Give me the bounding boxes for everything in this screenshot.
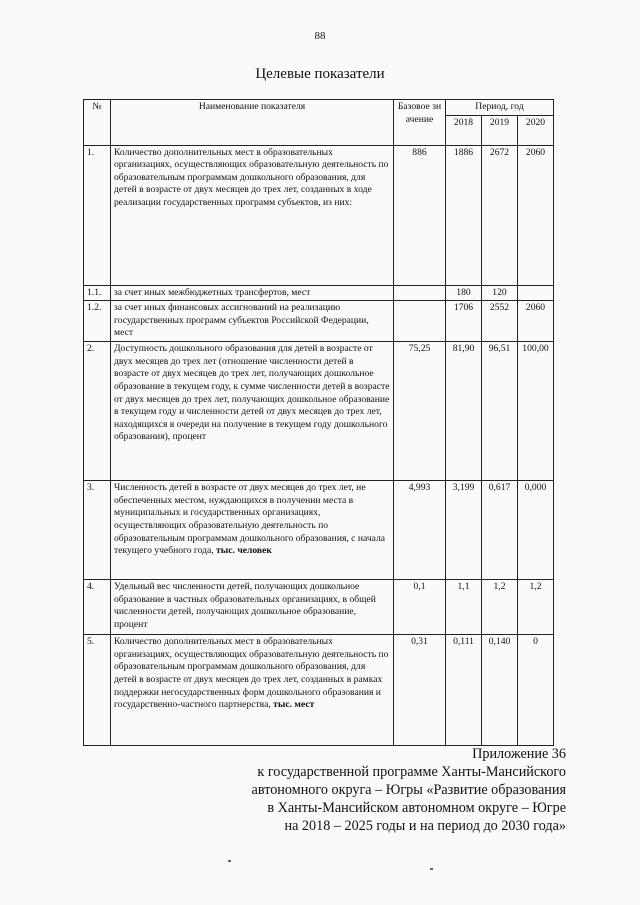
base-value: 886 — [394, 145, 446, 285]
appendix-line: автономного округа – Югры «Развитие образования — [251, 782, 566, 798]
table-row — [84, 635, 554, 746]
value-2020: 0,000 — [518, 481, 554, 580]
value-2018: 180 — [446, 285, 482, 301]
appendix-caption — [252, 745, 566, 835]
row-number: 2. — [84, 342, 111, 481]
appendix-line: в Ханты-Мансийском автономном округе – Югре — [267, 800, 566, 816]
indicator-name: за счет иных межбюджетных трансфертов, мест — [111, 285, 394, 301]
value-2020: 1,2 — [518, 580, 554, 635]
page-title: Целевые показатели — [255, 66, 385, 82]
value-2019: 2552 — [482, 301, 518, 342]
value-2020: 2060 — [518, 301, 554, 342]
row-number: 1. — [84, 145, 111, 285]
indicator-name-text: Количество дополнительных мест в образовательных организациях, осуществляющих образовательную деятельность по образовательным программам дошкольного образования, для детей в возрасте от двух месяцев до трех лет, созданных в рамках поддержки негосударственных форм дошкольного образования и государственно-частного партнерства, — [114, 636, 389, 711]
indicator-name — [111, 481, 394, 580]
row-number: 3. — [84, 481, 111, 580]
scan-speck — [430, 868, 433, 870]
table-row — [84, 580, 554, 635]
row-number: 1.1. — [84, 285, 111, 301]
scan-speck — [228, 860, 231, 862]
value-2018: 1886 — [446, 145, 482, 285]
target-indicators-table — [83, 99, 554, 746]
indicator-name: Доступность дошкольного образования для детей в возрасте от двух месяцев до трех лет (отношение численности детей в возрасте от двух месяцев до трех лет, получающих дошкольное образование в текущем году, к сумме численности детей в возрасте от двух месяцев до трех лет, получающих дошкольное образование в текущем году и численности детей от двух месяцев до трех лет, находящихся в очереди на получение в текущем году дошкольного образования), процент — [111, 342, 394, 481]
header-base-value: Базовое значение — [394, 100, 446, 146]
value-2019: 96,51 — [482, 342, 518, 481]
indicator-name — [111, 635, 394, 746]
value-2018: 0,111 — [446, 635, 482, 746]
table-row — [84, 342, 554, 481]
base-value: 75,25 — [394, 342, 446, 481]
header-indicator-name: Наименование показателя — [111, 100, 394, 146]
value-2020: 0 — [518, 635, 554, 746]
base-value — [394, 301, 446, 342]
value-2019: 1,2 — [482, 580, 518, 635]
value-2020 — [518, 285, 554, 301]
value-2018: 1,1 — [446, 580, 482, 635]
row-number: 5. — [84, 635, 111, 746]
base-value: 0,1 — [394, 580, 446, 635]
header-year-2019: 2019 — [482, 115, 518, 145]
table-row — [84, 145, 554, 285]
value-2018: 1706 — [446, 301, 482, 342]
value-2019: 0,617 — [482, 481, 518, 580]
indicator-name-text: Численность детей в возрасте от двух месяцев до трех лет, не обеспеченных местом, нуждающихся в получении места в муниципальных и государственных организациях, осуществляющих образовательную деятельность по образовательным программам дошкольного образования, с начала текущего учебного года, — [114, 482, 386, 557]
row-number: 4. — [84, 580, 111, 635]
indicator-unit: тыс. человек — [216, 545, 272, 557]
indicator-name: Удельный вес численности детей, получающих дошкольное образование в частных образовательных организациях, в общей численности детей, получающих дошкольное образование, процент — [111, 580, 394, 635]
indicator-name: за счет иных финансовых ассигнований на реализацию государственных программ субъектов Российской Федерации, мест — [111, 301, 394, 342]
value-2019: 0,140 — [482, 635, 518, 746]
table-row — [84, 481, 554, 580]
appendix-line: на 2018 – 2025 годы и на период до 2030 года» — [284, 818, 566, 834]
value-2020: 2060 — [518, 145, 554, 285]
base-value — [394, 285, 446, 301]
value-2020: 100,00 — [518, 342, 554, 481]
value-2018: 81,90 — [446, 342, 482, 481]
base-value: 0,31 — [394, 635, 446, 746]
table-header-row — [84, 100, 554, 116]
header-year-2020: 2020 — [518, 115, 554, 145]
table-row — [84, 285, 554, 301]
appendix-line: к государственной программе Ханты-Мансийского — [257, 764, 566, 780]
header-year-2018: 2018 — [446, 115, 482, 145]
value-2019: 120 — [482, 285, 518, 301]
header-period: Период, год — [446, 100, 554, 116]
table-row — [84, 301, 554, 342]
header-number: № — [84, 100, 111, 146]
page-number: 88 — [314, 30, 326, 42]
indicator-name: Количество дополнительных мест в образовательных организациях, осуществляющих образовательную деятельность по образовательным программам дошкольного образования, для детей в возрасте от двух месяцев до трех лет, созданных в ходе реализации государственных программ субъектов, из них: — [111, 145, 394, 285]
indicator-unit: тыс. мест — [273, 699, 315, 711]
appendix-line: Приложение 36 — [472, 746, 566, 762]
row-number: 1.2. — [84, 301, 111, 342]
base-value: 4,993 — [394, 481, 446, 580]
value-2019: 2672 — [482, 145, 518, 285]
value-2018: 3,199 — [446, 481, 482, 580]
